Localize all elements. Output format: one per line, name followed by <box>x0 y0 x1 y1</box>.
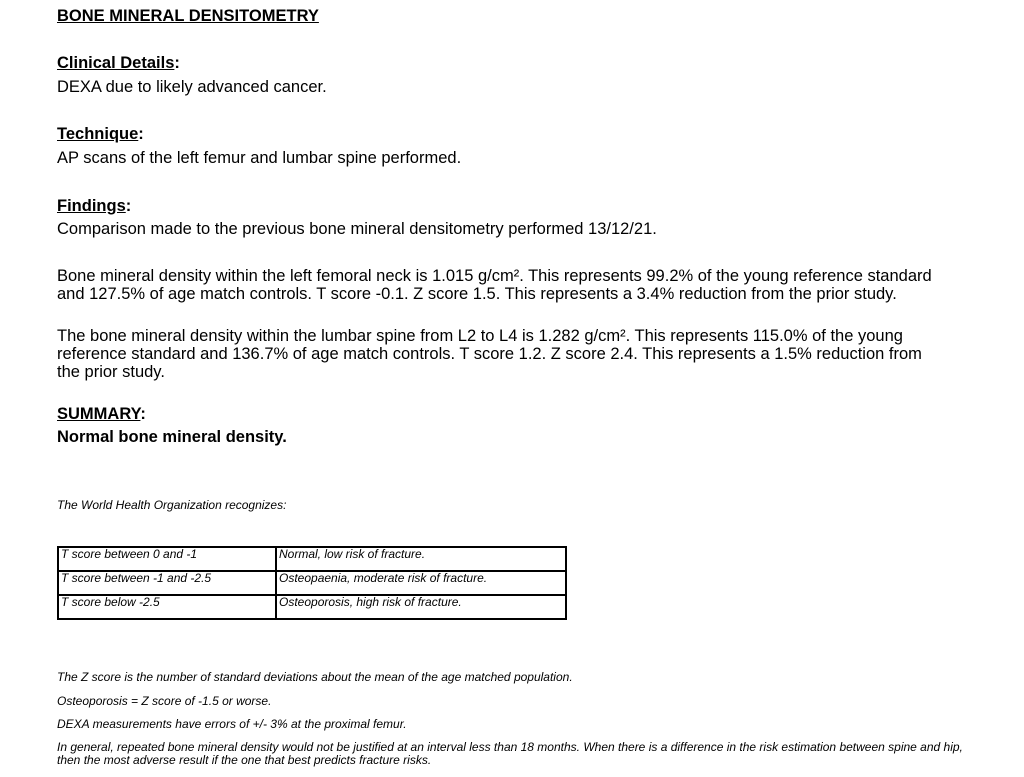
femoral-neck-paragraph <box>57 267 1007 303</box>
femoral-line: and 127.5% of age match controls. T score -0.1. Z score 1.5. This represents a 3.4% reduction from the prior study. <box>57 285 897 303</box>
who-classification-table <box>57 546 567 620</box>
general-note-line: then the most adverse result if the one that best predicts fracture risks. <box>57 753 432 767</box>
findings-heading: Findings: <box>57 197 132 215</box>
table-row <box>58 547 566 571</box>
meaning-cell: Osteopaenia, moderate risk of fracture. <box>276 571 566 595</box>
clinical-details-text: DEXA due to likely advanced cancer. <box>57 78 327 96</box>
report-title: BONE MINERAL DENSITOMETRY <box>57 7 319 25</box>
technique-text: AP scans of the left femur and lumbar spine performed. <box>57 149 462 167</box>
who-intro: The World Health Organization recognizes: <box>57 498 287 512</box>
zscore-note: The Z score is the number of standard deviations about the mean of the age matched population. <box>57 670 573 684</box>
summary-heading: SUMMARY: <box>57 405 146 423</box>
tscore-cell: T score between 0 and -1 <box>58 547 276 571</box>
summary-text: Normal bone mineral density. <box>57 428 287 446</box>
lumbar-line: reference standard and 136.7% of age match controls. T score 1.2. Z score 2.4. This represents a 1.5% reduction from <box>57 345 922 363</box>
errors-note: DEXA measurements have errors of +/- 3% at the proximal femur. <box>57 717 407 731</box>
technique-heading: Technique: <box>57 125 144 143</box>
femoral-line: Bone mineral density within the left femoral neck is 1.015 g/cm². This represents 99.2% of the young reference standard <box>57 267 932 285</box>
general-note <box>57 741 1007 767</box>
tscore-cell: T score between -1 and -2.5 <box>58 571 276 595</box>
technique-label: Technique <box>57 125 139 143</box>
meaning-cell: Normal, low risk of fracture. <box>276 547 566 571</box>
findings-comparison-text: Comparison made to the previous bone mineral densitometry performed 13/12/21. <box>57 220 657 238</box>
tscore-cell: T score below -2.5 <box>58 595 276 619</box>
findings-label: Findings <box>57 197 126 215</box>
osteoporosis-note: Osteoporosis = Z score of -1.5 or worse. <box>57 694 272 708</box>
clinical-details-heading: Clinical Details: <box>57 54 180 72</box>
clinical-details-label: Clinical Details <box>57 54 175 72</box>
lumbar-line: The bone mineral density within the lumbar spine from L2 to L4 is 1.282 g/cm². This represents 115.0% of the young <box>57 327 903 345</box>
table-row <box>58 571 566 595</box>
table-row <box>58 595 566 619</box>
general-note-line: In general, repeated bone mineral density would not be justified at an interval less than 18 months. When there is a difference in the risk estimation between spine and hip, <box>57 740 963 754</box>
lumbar-line: the prior study. <box>57 363 165 381</box>
summary-label: SUMMARY <box>57 405 141 423</box>
lumbar-spine-paragraph <box>57 327 1007 381</box>
meaning-cell: Osteoporosis, high risk of fracture. <box>276 595 566 619</box>
